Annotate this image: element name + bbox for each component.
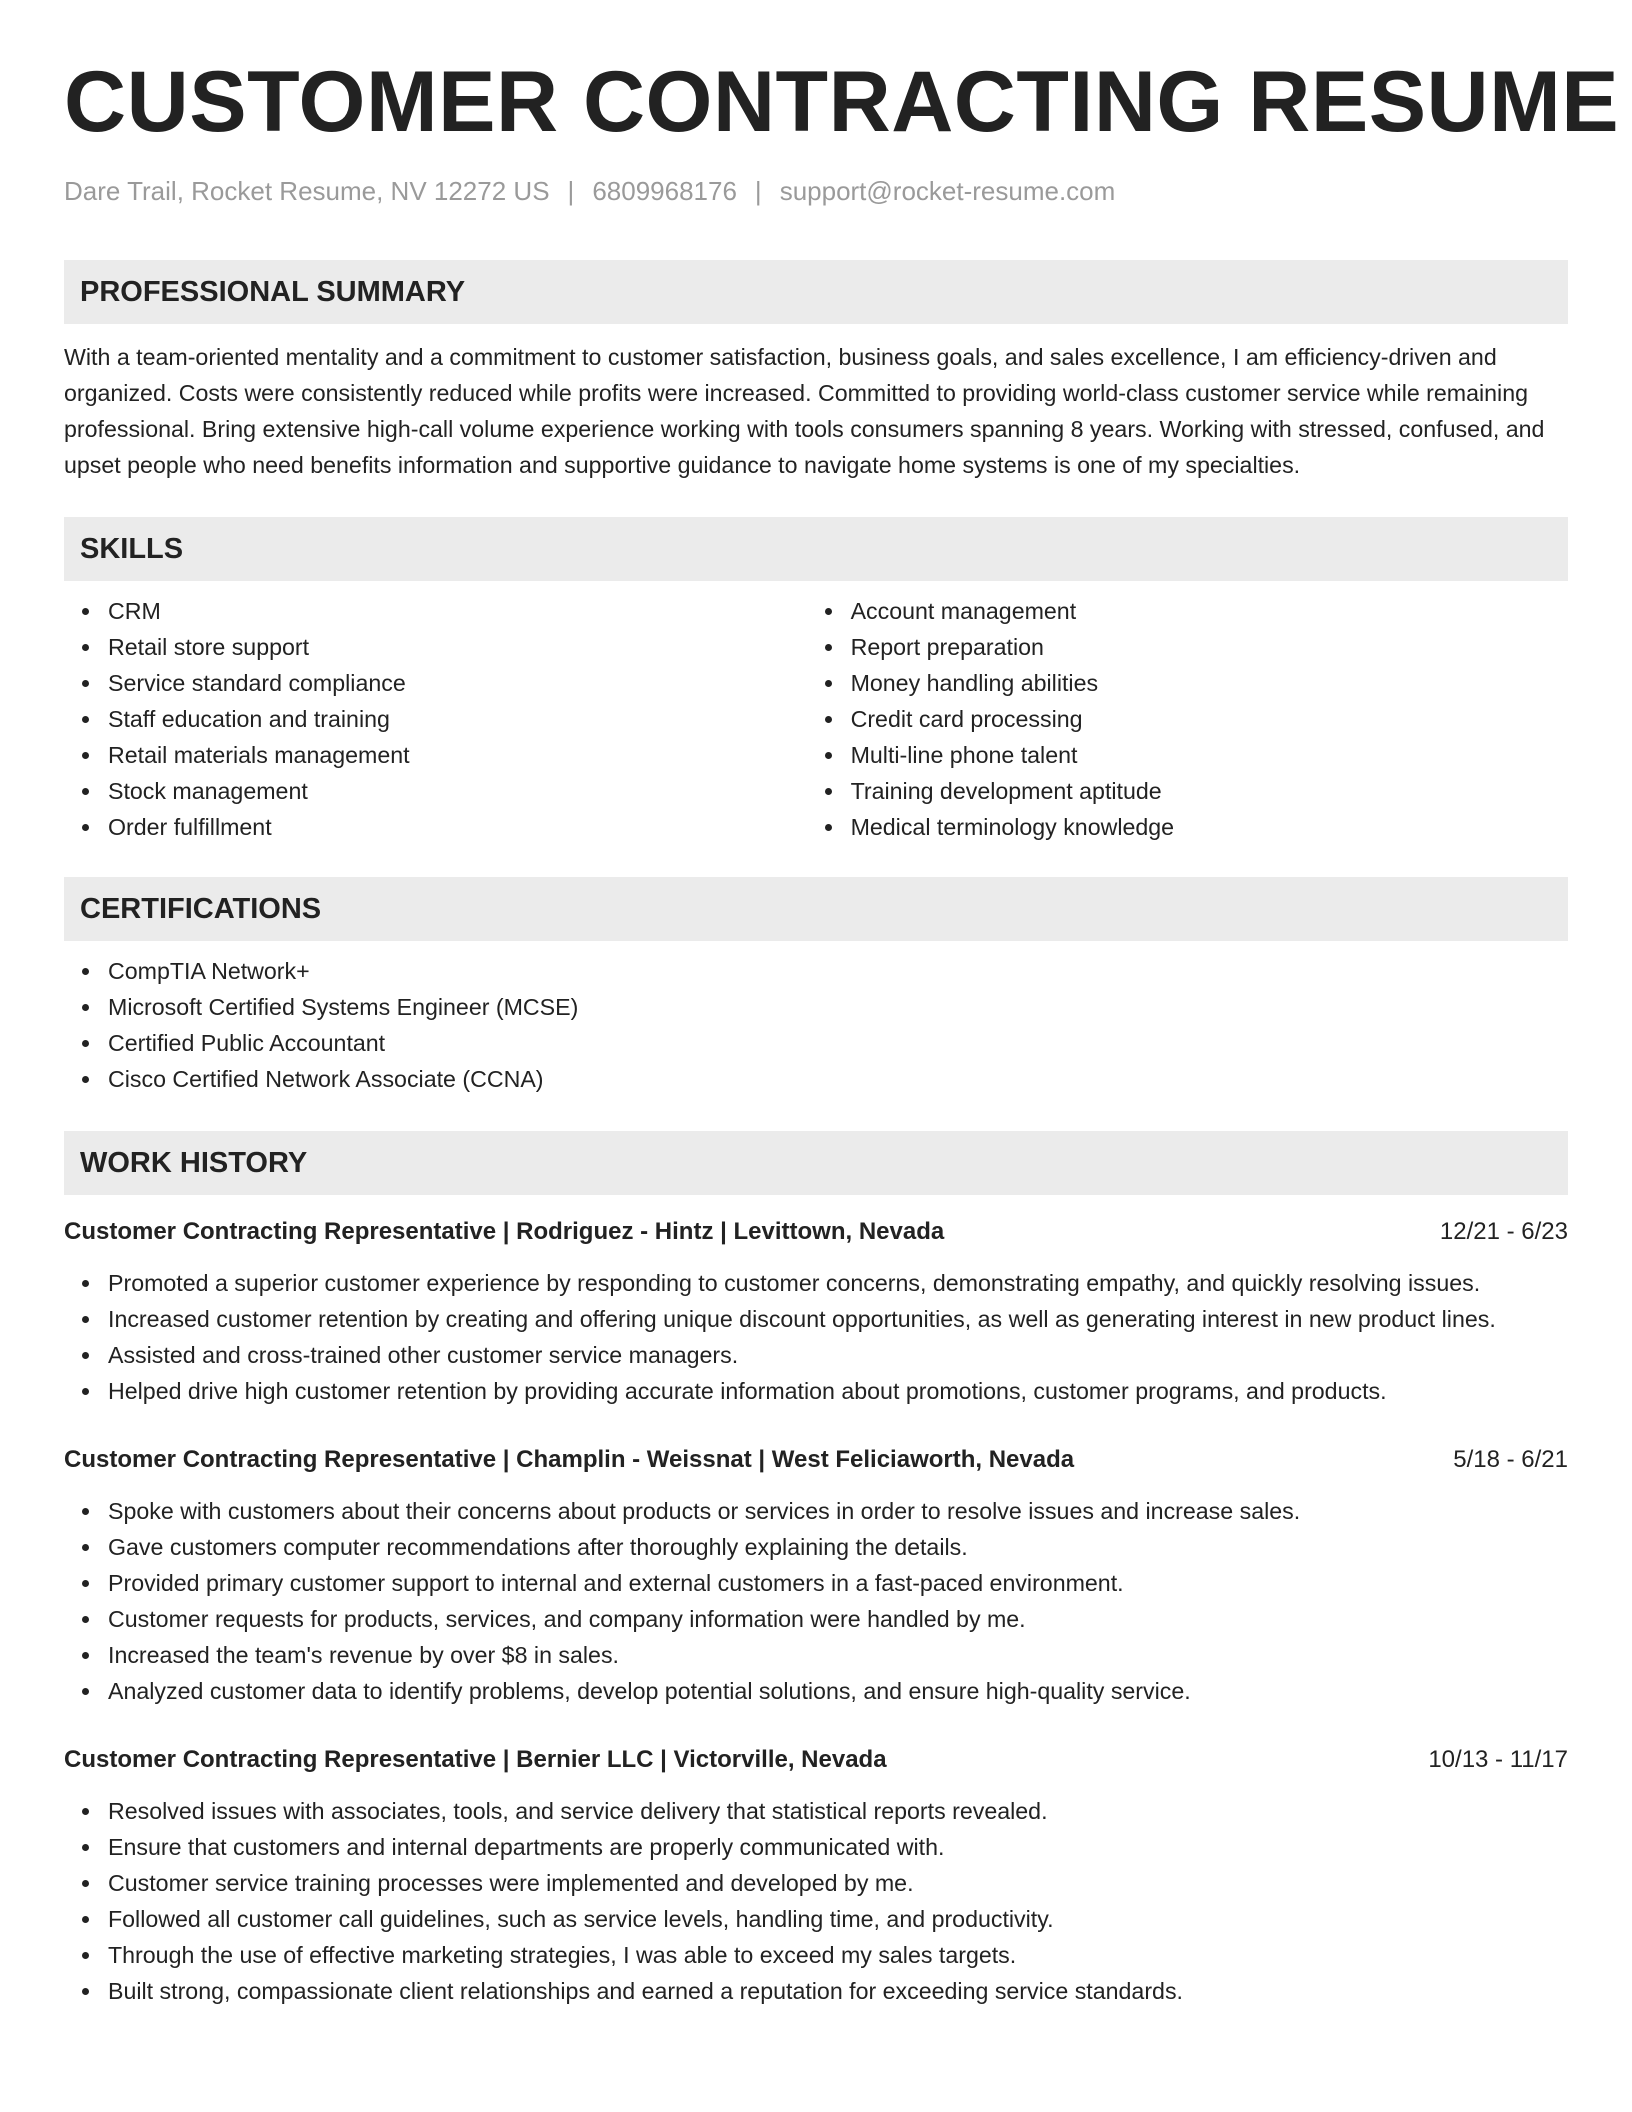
skill-item: Retail materials management [108, 737, 807, 773]
job-dates: 12/21 - 6/23 [1439, 1218, 1568, 1245]
contact-address: Dare Trail, Rocket Resume, NV 12272 US [64, 176, 550, 206]
skills-columns [64, 593, 1568, 845]
job-bullets [64, 1265, 1568, 1409]
skill-item: Staff education and training [108, 701, 807, 737]
job-bullet: Ensure that customers and internal departments are properly communicated with. [108, 1829, 1568, 1865]
certification-item: Microsoft Certified Systems Engineer (MCSE) [108, 989, 1568, 1025]
resume-page [64, 0, 1620, 2009]
job-dates: 5/18 - 6/21 [1453, 1446, 1568, 1473]
job-bullet: Resolved issues with associates, tools, and service delivery that statistical reports revealed. [108, 1793, 1568, 1829]
job-bullet: Increased the team's revenue by over $8 in sales. [108, 1637, 1568, 1673]
job-bullet: Spoke with customers about their concerns about products or services in order to resolve issues and increase sales. [108, 1493, 1568, 1529]
job-header [64, 1215, 1568, 1249]
certifications-list [64, 953, 1568, 1097]
job-dates: 10/13 - 11/17 [1428, 1746, 1568, 1773]
job-header [64, 1443, 1568, 1477]
section-heading-summary: PROFESSIONAL SUMMARY [64, 260, 1568, 324]
job-bullet: Customer requests for products, services, and company information were handled by me. [108, 1601, 1568, 1637]
job-bullet: Increased customer retention by creating and offering unique discount opportunities, as well as generating interest in new product lines. [108, 1301, 1568, 1337]
job-entry [64, 1743, 1568, 2009]
job-title: Customer Contracting Representative | Bernier LLC | Victorville, Nevada [64, 1746, 887, 1773]
skill-item: Account management [851, 593, 1568, 629]
contact-separator: | [567, 176, 575, 206]
skill-item: Training development aptitude [851, 773, 1568, 809]
job-entry [64, 1443, 1568, 1709]
job-header [64, 1743, 1568, 1777]
contact-separator: | [754, 176, 762, 206]
section-heading-skills: SKILLS [64, 517, 1568, 581]
job-entry [64, 1215, 1568, 1409]
job-bullet: Provided primary customer support to internal and external customers in a fast-paced environment. [108, 1565, 1568, 1601]
job-bullet: Built strong, compassionate client relationships and earned a reputation for exceeding service standards. [108, 1973, 1568, 2009]
job-bullet: Customer service training processes were implemented and developed by me. [108, 1865, 1568, 1901]
section-heading-certifications: CERTIFICATIONS [64, 877, 1568, 941]
certification-item: Certified Public Accountant [108, 1025, 1568, 1061]
job-bullet: Followed all customer call guidelines, such as service levels, handling time, and productivity. [108, 1901, 1568, 1937]
skill-item: Stock management [108, 773, 807, 809]
job-bullet: Analyzed customer data to identify problems, develop potential solutions, and ensure high-quality service. [108, 1673, 1568, 1709]
skill-item: Service standard compliance [108, 665, 807, 701]
job-title: Customer Contracting Representative | Rodriguez - Hintz | Levittown, Nevada [64, 1218, 945, 1245]
contact-phone: 6809968176 [592, 176, 737, 206]
skill-item: Medical terminology knowledge [851, 809, 1568, 845]
job-bullet: Gave customers computer recommendations after thoroughly explaining the details. [108, 1529, 1568, 1565]
section-heading-work-history: WORK HISTORY [64, 1131, 1568, 1195]
skills-list-right [807, 593, 1568, 845]
job-bullet: Assisted and cross-trained other customer service managers. [108, 1337, 1568, 1373]
job-bullet: Helped drive high customer retention by providing accurate information about promotions, customer programs, and products. [108, 1373, 1568, 1409]
skill-item: Retail store support [108, 629, 807, 665]
skill-item: CRM [108, 593, 807, 629]
certification-item: CompTIA Network+ [108, 953, 1568, 989]
contact-email: support@rocket-resume.com [779, 176, 1116, 206]
summary-text: With a team-oriented mentality and a commitment to customer satisfaction, business goals, and sales excellence, I am efficiency-driven and organized. Costs were consistently reduced while profits were increased. Committed to providing world-class customer service while remaining professional. Bring extensive high-call volume experience working with tools consumers spanning 8 years. Working with stressed, confused, and upset people who need benefits information and supportive guidance to navigate home systems is one of my specialties. [64, 344, 1545, 478]
job-bullets [64, 1493, 1568, 1709]
job-bullet: Through the use of effective marketing strategies, I was able to exceed my sales targets. [108, 1937, 1568, 1973]
skill-item: Report preparation [851, 629, 1568, 665]
skill-item: Order fulfillment [108, 809, 807, 845]
certification-item: Cisco Certified Network Associate (CCNA) [108, 1061, 1568, 1097]
skill-item: Credit card processing [851, 701, 1568, 737]
skill-item: Multi-line phone talent [851, 737, 1568, 773]
resume-title: CUSTOMER CONTRACTING RESUME [64, 54, 1620, 150]
contact-line [64, 174, 1568, 208]
skill-item: Money handling abilities [851, 665, 1568, 701]
job-bullet: Promoted a superior customer experience by responding to customer concerns, demonstrating empathy, and quickly resolving issues. [108, 1265, 1568, 1301]
job-title: Customer Contracting Representative | Champlin - Weissnat | West Feliciaworth, Nevada [64, 1446, 1075, 1473]
skills-list-left [64, 593, 807, 845]
job-bullets [64, 1793, 1568, 2009]
